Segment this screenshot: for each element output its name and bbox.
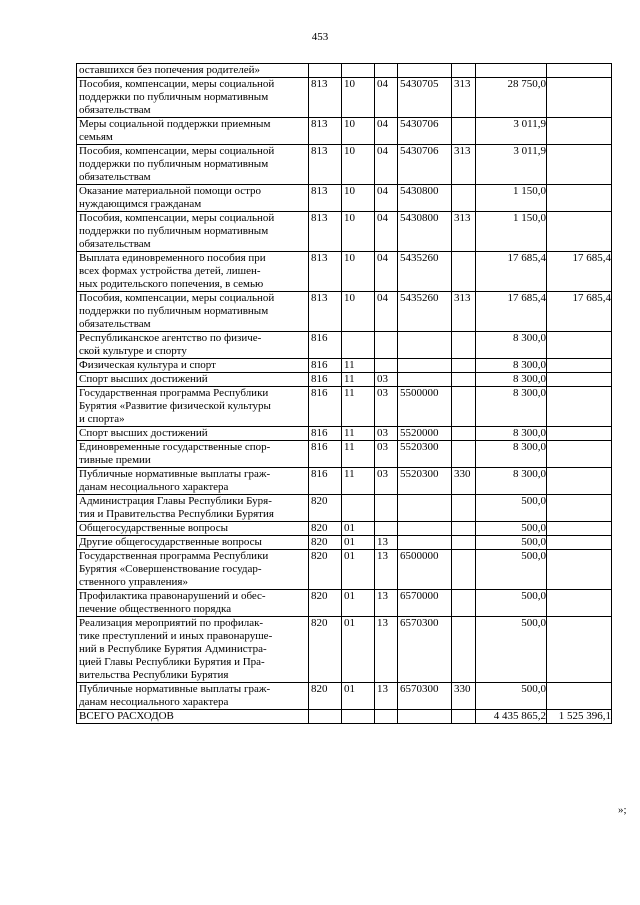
row-label [77, 252, 309, 292]
table-row [77, 252, 612, 292]
expense-type-code-cell: 313 [452, 292, 476, 332]
expense-type-code-cell [452, 617, 476, 683]
subsection-code-cell: 13 [375, 617, 398, 683]
table-row [77, 427, 612, 441]
amount-total-cell: 500,0 [476, 522, 547, 536]
row-label-line: вительства Республики Бурятия [79, 669, 229, 681]
amount-total-cell: 8 300,0 [476, 332, 547, 359]
row-label-line: ственного управления» [79, 576, 188, 588]
table-row [77, 617, 612, 683]
target-article-code-cell: 5520300 [398, 441, 452, 468]
ministry-code-cell: 816 [309, 373, 342, 387]
expense-type-code-cell [452, 118, 476, 145]
target-article-code-cell: 5430800 [398, 212, 452, 252]
expense-type-code-cell [452, 252, 476, 292]
section-code-cell: 10 [342, 118, 375, 145]
amount-subventions-cell [547, 359, 612, 373]
section-code-cell: 10 [342, 78, 375, 118]
amount-subventions-cell [547, 495, 612, 522]
table-row [77, 441, 612, 468]
ministry-code-cell: 820 [309, 617, 342, 683]
subsection-code-cell: 04 [375, 252, 398, 292]
subsection-code-cell: 04 [375, 185, 398, 212]
row-label-line: Спорт высших достижений [79, 427, 208, 439]
subsection-code-cell: 04 [375, 78, 398, 118]
amount-subventions-cell [547, 78, 612, 118]
amount-total-cell: 8 300,0 [476, 441, 547, 468]
target-article-code-cell: 5430800 [398, 185, 452, 212]
target-article-code-cell [398, 522, 452, 536]
closing-quote-mark: »; [618, 804, 627, 816]
row-label-line: нуждающимся гражданам [79, 198, 202, 210]
subsection-code-cell: 04 [375, 292, 398, 332]
row-label [77, 522, 309, 536]
row-label-line: Пособия, компенсации, меры социальной [79, 145, 275, 157]
target-article-code-cell [398, 710, 452, 724]
row-label-line: Пособия, компенсации, меры социальной [79, 78, 275, 90]
section-code-cell: 01 [342, 617, 375, 683]
target-article-code-cell: 5430705 [398, 78, 452, 118]
ministry-code-cell: 820 [309, 522, 342, 536]
amount-subventions-cell [547, 185, 612, 212]
row-label-line: тия и Правительства Республики Бурятия [79, 508, 274, 520]
amount-total-cell: 500,0 [476, 617, 547, 683]
row-label-line: поддержки по публичным нормативным [79, 91, 269, 103]
subsection-code-cell: 04 [375, 118, 398, 145]
target-article-code-cell: 6500000 [398, 550, 452, 590]
row-label [77, 550, 309, 590]
row-label-line: семьям [79, 131, 113, 143]
row-label-line: данам несоциального характера [79, 481, 229, 493]
row-label-line: тивные премии [79, 454, 151, 466]
subsection-code-cell: 03 [375, 387, 398, 427]
amount-total-cell: 4 435 865,2 [476, 710, 547, 724]
amount-subventions-cell: 17 685,4 [547, 292, 612, 332]
row-label [77, 710, 309, 724]
ministry-code-cell [309, 64, 342, 78]
row-label-line: ской культуре и спорту [79, 345, 187, 357]
subsection-code-cell [375, 332, 398, 359]
section-code-cell: 10 [342, 252, 375, 292]
subsection-code-cell [375, 710, 398, 724]
amount-total-cell: 8 300,0 [476, 468, 547, 495]
target-article-code-cell: 6570000 [398, 590, 452, 617]
amount-subventions-cell [547, 536, 612, 550]
section-code-cell: 01 [342, 590, 375, 617]
amount-subventions-cell [547, 118, 612, 145]
amount-total-cell [476, 64, 547, 78]
row-label-line: Бурятия «Развитие физической культуры [79, 400, 271, 412]
section-code-cell: 10 [342, 212, 375, 252]
row-label-line: Администрация Главы Республики Буря- [79, 495, 272, 507]
table-row [77, 468, 612, 495]
section-code-cell: 01 [342, 550, 375, 590]
ministry-code-cell: 816 [309, 387, 342, 427]
ministry-code-cell: 813 [309, 118, 342, 145]
amount-total-cell: 1 150,0 [476, 185, 547, 212]
target-article-code-cell: 6570300 [398, 683, 452, 710]
expense-type-code-cell: 330 [452, 468, 476, 495]
subsection-code-cell: 13 [375, 536, 398, 550]
row-label-line: ных родительского попечения, в семью [79, 278, 264, 290]
ministry-code-cell: 820 [309, 536, 342, 550]
row-label [77, 185, 309, 212]
table-row [77, 683, 612, 710]
table-row [77, 359, 612, 373]
amount-subventions-cell [547, 387, 612, 427]
row-label-line: Общегосударственные вопросы [79, 522, 228, 534]
row-label-line: Бурятия «Совершенствование государ- [79, 563, 262, 575]
subsection-code-cell [375, 64, 398, 78]
page-number: 453 [311, 31, 329, 43]
row-label-line: обязательствам [79, 171, 151, 183]
row-label-line: всех формах устройства детей, лишен- [79, 265, 261, 277]
expense-type-code-cell [452, 590, 476, 617]
expense-type-code-cell: 313 [452, 145, 476, 185]
section-code-cell: 01 [342, 683, 375, 710]
amount-subventions-cell: 1 525 396,1 [547, 710, 612, 724]
amount-subventions-cell [547, 617, 612, 683]
ministry-code-cell [309, 710, 342, 724]
row-label [77, 118, 309, 145]
expense-type-code-cell [452, 522, 476, 536]
subsection-code-cell [375, 522, 398, 536]
ministry-code-cell: 820 [309, 590, 342, 617]
expense-type-code-cell [452, 710, 476, 724]
table-row [77, 64, 612, 78]
amount-total-cell: 8 300,0 [476, 373, 547, 387]
row-label-line: Реализация мероприятий по профилак- [79, 617, 264, 629]
table-row [77, 373, 612, 387]
section-code-cell: 01 [342, 536, 375, 550]
ministry-code-cell: 820 [309, 550, 342, 590]
target-article-code-cell [398, 373, 452, 387]
row-label [77, 468, 309, 495]
row-label [77, 292, 309, 332]
section-code-cell: 11 [342, 387, 375, 427]
amount-subventions-cell [547, 427, 612, 441]
row-label-line: ний в Республике Бурятия Администра- [79, 643, 267, 655]
expense-type-code-cell [452, 387, 476, 427]
section-code-cell: 01 [342, 522, 375, 536]
amount-total-cell: 3 011,9 [476, 118, 547, 145]
row-label-line: ВСЕГО РАСХОДОВ [79, 710, 174, 722]
target-article-code-cell: 5500000 [398, 387, 452, 427]
expense-type-code-cell [452, 359, 476, 373]
budget-table [76, 63, 612, 724]
section-code-cell: 10 [342, 185, 375, 212]
table-row [77, 78, 612, 118]
row-label-line: тике преступлений и иных правонаруше- [79, 630, 273, 642]
amount-subventions-cell [547, 550, 612, 590]
row-label-line: Спорт высших достижений [79, 373, 208, 385]
subsection-code-cell: 04 [375, 145, 398, 185]
target-article-code-cell: 6570300 [398, 617, 452, 683]
expense-type-code-cell [452, 441, 476, 468]
target-article-code-cell [398, 359, 452, 373]
expense-type-code-cell [452, 550, 476, 590]
row-label-line: оставшихся без попечения родителей» [79, 64, 260, 76]
table-row [77, 118, 612, 145]
section-code-cell: 11 [342, 441, 375, 468]
row-label-line: Республиканское агентство по физиче- [79, 332, 262, 344]
row-label-line: Государственная программа Республики [79, 550, 269, 562]
row-label-line: Физическая культура и спорт [79, 359, 216, 371]
amount-total-cell: 17 685,4 [476, 252, 547, 292]
row-label-line: обязательствам [79, 104, 151, 116]
table-row [77, 332, 612, 359]
row-label-line: Меры социальной поддержки приемным [79, 118, 271, 130]
amount-total-cell: 500,0 [476, 590, 547, 617]
amount-subventions-cell [547, 145, 612, 185]
row-label [77, 427, 309, 441]
expense-type-code-cell [452, 64, 476, 78]
ministry-code-cell: 813 [309, 185, 342, 212]
section-code-cell: 11 [342, 427, 375, 441]
row-label-line: Пособия, компенсации, меры социальной [79, 292, 275, 304]
section-code-cell: 10 [342, 292, 375, 332]
section-code-cell: 11 [342, 373, 375, 387]
row-label-line: Публичные нормативные выплаты граж- [79, 683, 271, 695]
table-row [77, 550, 612, 590]
row-label [77, 387, 309, 427]
row-label-line: Единовременные государственные спор- [79, 441, 271, 453]
row-label [77, 78, 309, 118]
target-article-code-cell [398, 64, 452, 78]
table-row [77, 387, 612, 427]
amount-total-cell: 500,0 [476, 683, 547, 710]
row-label-line: и спорта» [79, 413, 125, 425]
table-row [77, 536, 612, 550]
ministry-code-cell: 816 [309, 441, 342, 468]
target-article-code-cell [398, 332, 452, 359]
ministry-code-cell: 813 [309, 145, 342, 185]
amount-total-cell: 500,0 [476, 536, 547, 550]
table-row [77, 590, 612, 617]
amount-subventions-cell [547, 64, 612, 78]
amount-subventions-cell [547, 468, 612, 495]
row-label-line: Публичные нормативные выплаты граж- [79, 468, 271, 480]
amount-total-cell: 3 011,9 [476, 145, 547, 185]
row-label [77, 359, 309, 373]
expense-type-code-cell [452, 536, 476, 550]
amount-subventions-cell [547, 373, 612, 387]
ministry-code-cell: 813 [309, 292, 342, 332]
amount-subventions-cell [547, 683, 612, 710]
amount-subventions-cell [547, 212, 612, 252]
expense-type-code-cell [452, 427, 476, 441]
table-row [77, 495, 612, 522]
row-label-line: поддержки по публичным нормативным [79, 225, 269, 237]
amount-subventions-cell [547, 522, 612, 536]
row-label [77, 373, 309, 387]
subsection-code-cell: 03 [375, 468, 398, 495]
row-label [77, 590, 309, 617]
row-label-line: обязательствам [79, 318, 151, 330]
budget-table-body [77, 64, 612, 724]
row-label [77, 536, 309, 550]
amount-subventions-cell [547, 441, 612, 468]
row-label-line: Пособия, компенсации, меры социальной [79, 212, 275, 224]
row-label-line: Другие общегосударственные вопросы [79, 536, 262, 548]
subsection-code-cell: 03 [375, 373, 398, 387]
ministry-code-cell: 813 [309, 78, 342, 118]
ministry-code-cell: 820 [309, 683, 342, 710]
target-article-code-cell: 5435260 [398, 292, 452, 332]
section-code-cell: 10 [342, 145, 375, 185]
row-label [77, 145, 309, 185]
amount-total-cell: 500,0 [476, 550, 547, 590]
section-code-cell [342, 495, 375, 522]
subsection-code-cell: 03 [375, 441, 398, 468]
subsection-code-cell: 13 [375, 590, 398, 617]
row-label-line: цией Главы Республики Бурятия и Пра- [79, 656, 265, 668]
subsection-code-cell: 04 [375, 212, 398, 252]
amount-total-cell: 28 750,0 [476, 78, 547, 118]
section-code-cell [342, 710, 375, 724]
target-article-code-cell: 5430706 [398, 118, 452, 145]
table-row [77, 292, 612, 332]
subsection-code-cell: 03 [375, 427, 398, 441]
amount-total-cell: 8 300,0 [476, 387, 547, 427]
section-code-cell: 11 [342, 468, 375, 495]
row-label-line: Оказание материальной помощи остро [79, 185, 262, 197]
row-label [77, 495, 309, 522]
row-label-line: Государственная программа Республики [79, 387, 269, 399]
ministry-code-cell: 816 [309, 359, 342, 373]
amount-subventions-cell [547, 590, 612, 617]
row-label [77, 441, 309, 468]
expense-type-code-cell [452, 373, 476, 387]
subsection-code-cell: 13 [375, 683, 398, 710]
subsection-code-cell [375, 495, 398, 522]
ministry-code-cell: 816 [309, 468, 342, 495]
section-code-cell: 11 [342, 359, 375, 373]
table-row [77, 212, 612, 252]
target-article-code-cell: 5520300 [398, 468, 452, 495]
row-label [77, 64, 309, 78]
table-row [77, 710, 612, 724]
expense-type-code-cell [452, 495, 476, 522]
amount-total-cell: 1 150,0 [476, 212, 547, 252]
expense-type-code-cell [452, 185, 476, 212]
row-label-line: обязательствам [79, 238, 151, 250]
section-code-cell [342, 332, 375, 359]
row-label-line: данам несоциального характера [79, 696, 229, 708]
amount-total-cell: 8 300,0 [476, 427, 547, 441]
row-label-line: поддержки по публичным нормативным [79, 158, 269, 170]
ministry-code-cell: 813 [309, 212, 342, 252]
row-label-line: печение общественного порядка [79, 603, 232, 615]
subsection-code-cell: 13 [375, 550, 398, 590]
section-code-cell [342, 64, 375, 78]
target-article-code-cell: 5520000 [398, 427, 452, 441]
expense-type-code-cell: 313 [452, 212, 476, 252]
expense-type-code-cell [452, 332, 476, 359]
row-label [77, 332, 309, 359]
subsection-code-cell [375, 359, 398, 373]
ministry-code-cell: 813 [309, 252, 342, 292]
ministry-code-cell: 816 [309, 427, 342, 441]
target-article-code-cell: 5430706 [398, 145, 452, 185]
target-article-code-cell: 5435260 [398, 252, 452, 292]
table-row [77, 185, 612, 212]
target-article-code-cell [398, 495, 452, 522]
row-label-line: Выплата единовременного пособия при [79, 252, 266, 264]
amount-total-cell: 17 685,4 [476, 292, 547, 332]
row-label-line: Профилактика правонарушений и обес- [79, 590, 266, 602]
ministry-code-cell: 820 [309, 495, 342, 522]
amount-subventions-cell: 17 685,4 [547, 252, 612, 292]
row-label-line: поддержки по публичным нормативным [79, 305, 269, 317]
table-row [77, 145, 612, 185]
row-label [77, 212, 309, 252]
target-article-code-cell [398, 536, 452, 550]
expense-type-code-cell: 330 [452, 683, 476, 710]
table-row [77, 522, 612, 536]
ministry-code-cell: 816 [309, 332, 342, 359]
amount-subventions-cell [547, 332, 612, 359]
row-label [77, 683, 309, 710]
row-label [77, 617, 309, 683]
amount-total-cell: 8 300,0 [476, 359, 547, 373]
expense-type-code-cell: 313 [452, 78, 476, 118]
amount-total-cell: 500,0 [476, 495, 547, 522]
